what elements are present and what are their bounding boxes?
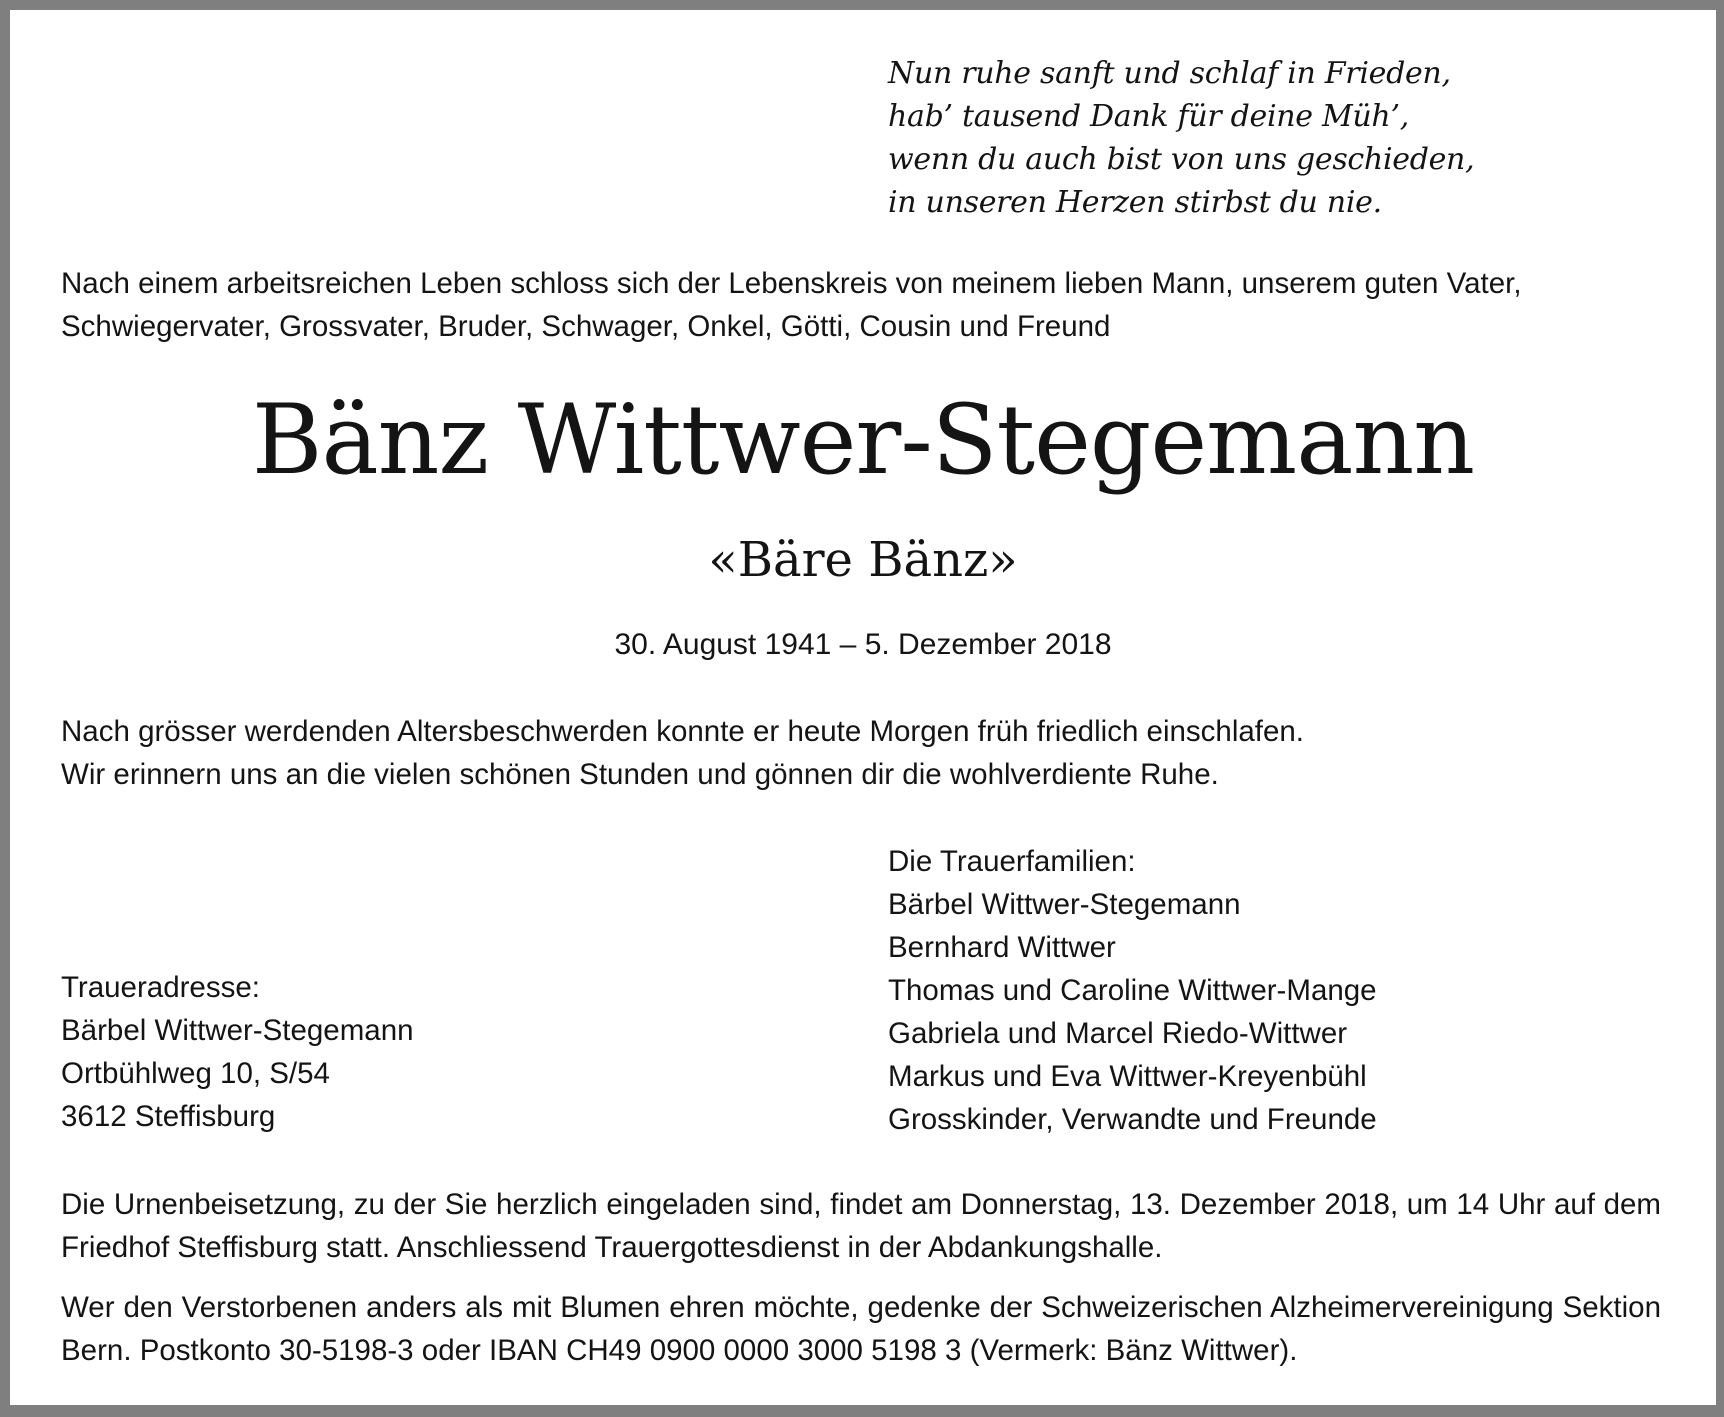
life-dates: 30. August 1941 – 5. Dezember 2018 bbox=[614, 628, 1112, 661]
families-heading: Die Trauerfamilien: bbox=[888, 845, 1136, 878]
family-member: Grosskinder, Verwandte und Freunde bbox=[888, 1103, 1377, 1136]
family-member: Bernhard Wittwer bbox=[888, 931, 1116, 964]
burial-notice: Die Urnenbeisetzung, zu der Sie herzlich eingeladen sind, findet am Donnerstag, 13. Dezember 2018, um 14 Uhr auf dem Friedhof Steffisburg statt. Anschliessend Trauergottesdienst in der Abdankungshalle. bbox=[61, 1188, 1661, 1264]
family-member: Bärbel Wittwer-Stegemann bbox=[888, 888, 1241, 921]
family-member: Markus und Eva Wittwer-Kreyenbühl bbox=[888, 1060, 1367, 1093]
intro-text bbox=[61, 262, 1671, 348]
obituary-notice bbox=[10, 10, 1716, 1405]
intro-line: Nach einem arbeitsreichen Leben schloss sich der Lebenskreis von meinem lieben Mann, unserem guten Vater, bbox=[61, 267, 1522, 300]
mourning-address bbox=[61, 966, 414, 1138]
family-member: Thomas und Caroline Wittwer-Mange bbox=[888, 974, 1377, 1007]
deceased-nickname: «Bäre Bänz» bbox=[708, 532, 1018, 588]
donation-notice: Wer den Verstorbenen anders als mit Blumen ehren möchte, gedenke der Schweizerischen Alzheimervereinigung Sektion Bern. Postkonto 30-5198-3 oder IBAN CH49 0900 0000 3000 5198 3 (Vermerk: Bänz Wittwer). bbox=[61, 1291, 1661, 1367]
message-line: Wir erinnern uns an die vielen schönen Stunden und gönnen dir die wohlverdiente Ruhe. bbox=[61, 758, 1219, 791]
address-street: Ortbühlweg 10, S/54 bbox=[61, 1057, 330, 1090]
deceased-name: Bänz Wittwer-Stegemann bbox=[251, 384, 1475, 496]
address-heading: Traueradresse: bbox=[61, 971, 260, 1004]
poem-line: hab’ tausend Dank für deine Müh’, bbox=[888, 99, 1409, 134]
poem-line: Nun ruhe sanft und schlaf in Frieden, bbox=[888, 56, 1451, 91]
poem-line: in unseren Herzen stirbst du nie. bbox=[888, 185, 1382, 220]
intro-line: Schwiegervater, Grossvater, Bruder, Schwager, Onkel, Götti, Cousin und Freund bbox=[61, 310, 1111, 343]
poem-line: wenn du auch bist von uns geschieden, bbox=[888, 142, 1475, 177]
farewell-message bbox=[61, 710, 1671, 796]
mourning-families bbox=[888, 840, 1377, 1141]
address-name: Bärbel Wittwer-Stegemann bbox=[61, 1014, 414, 1047]
address-city: 3612 Steffisburg bbox=[61, 1100, 276, 1133]
poem bbox=[888, 52, 1474, 224]
family-member: Gabriela und Marcel Riedo-Wittwer bbox=[888, 1017, 1348, 1050]
message-line: Nach grösser werdenden Altersbeschwerden konnte er heute Morgen früh friedlich einschlafen. bbox=[61, 715, 1304, 748]
